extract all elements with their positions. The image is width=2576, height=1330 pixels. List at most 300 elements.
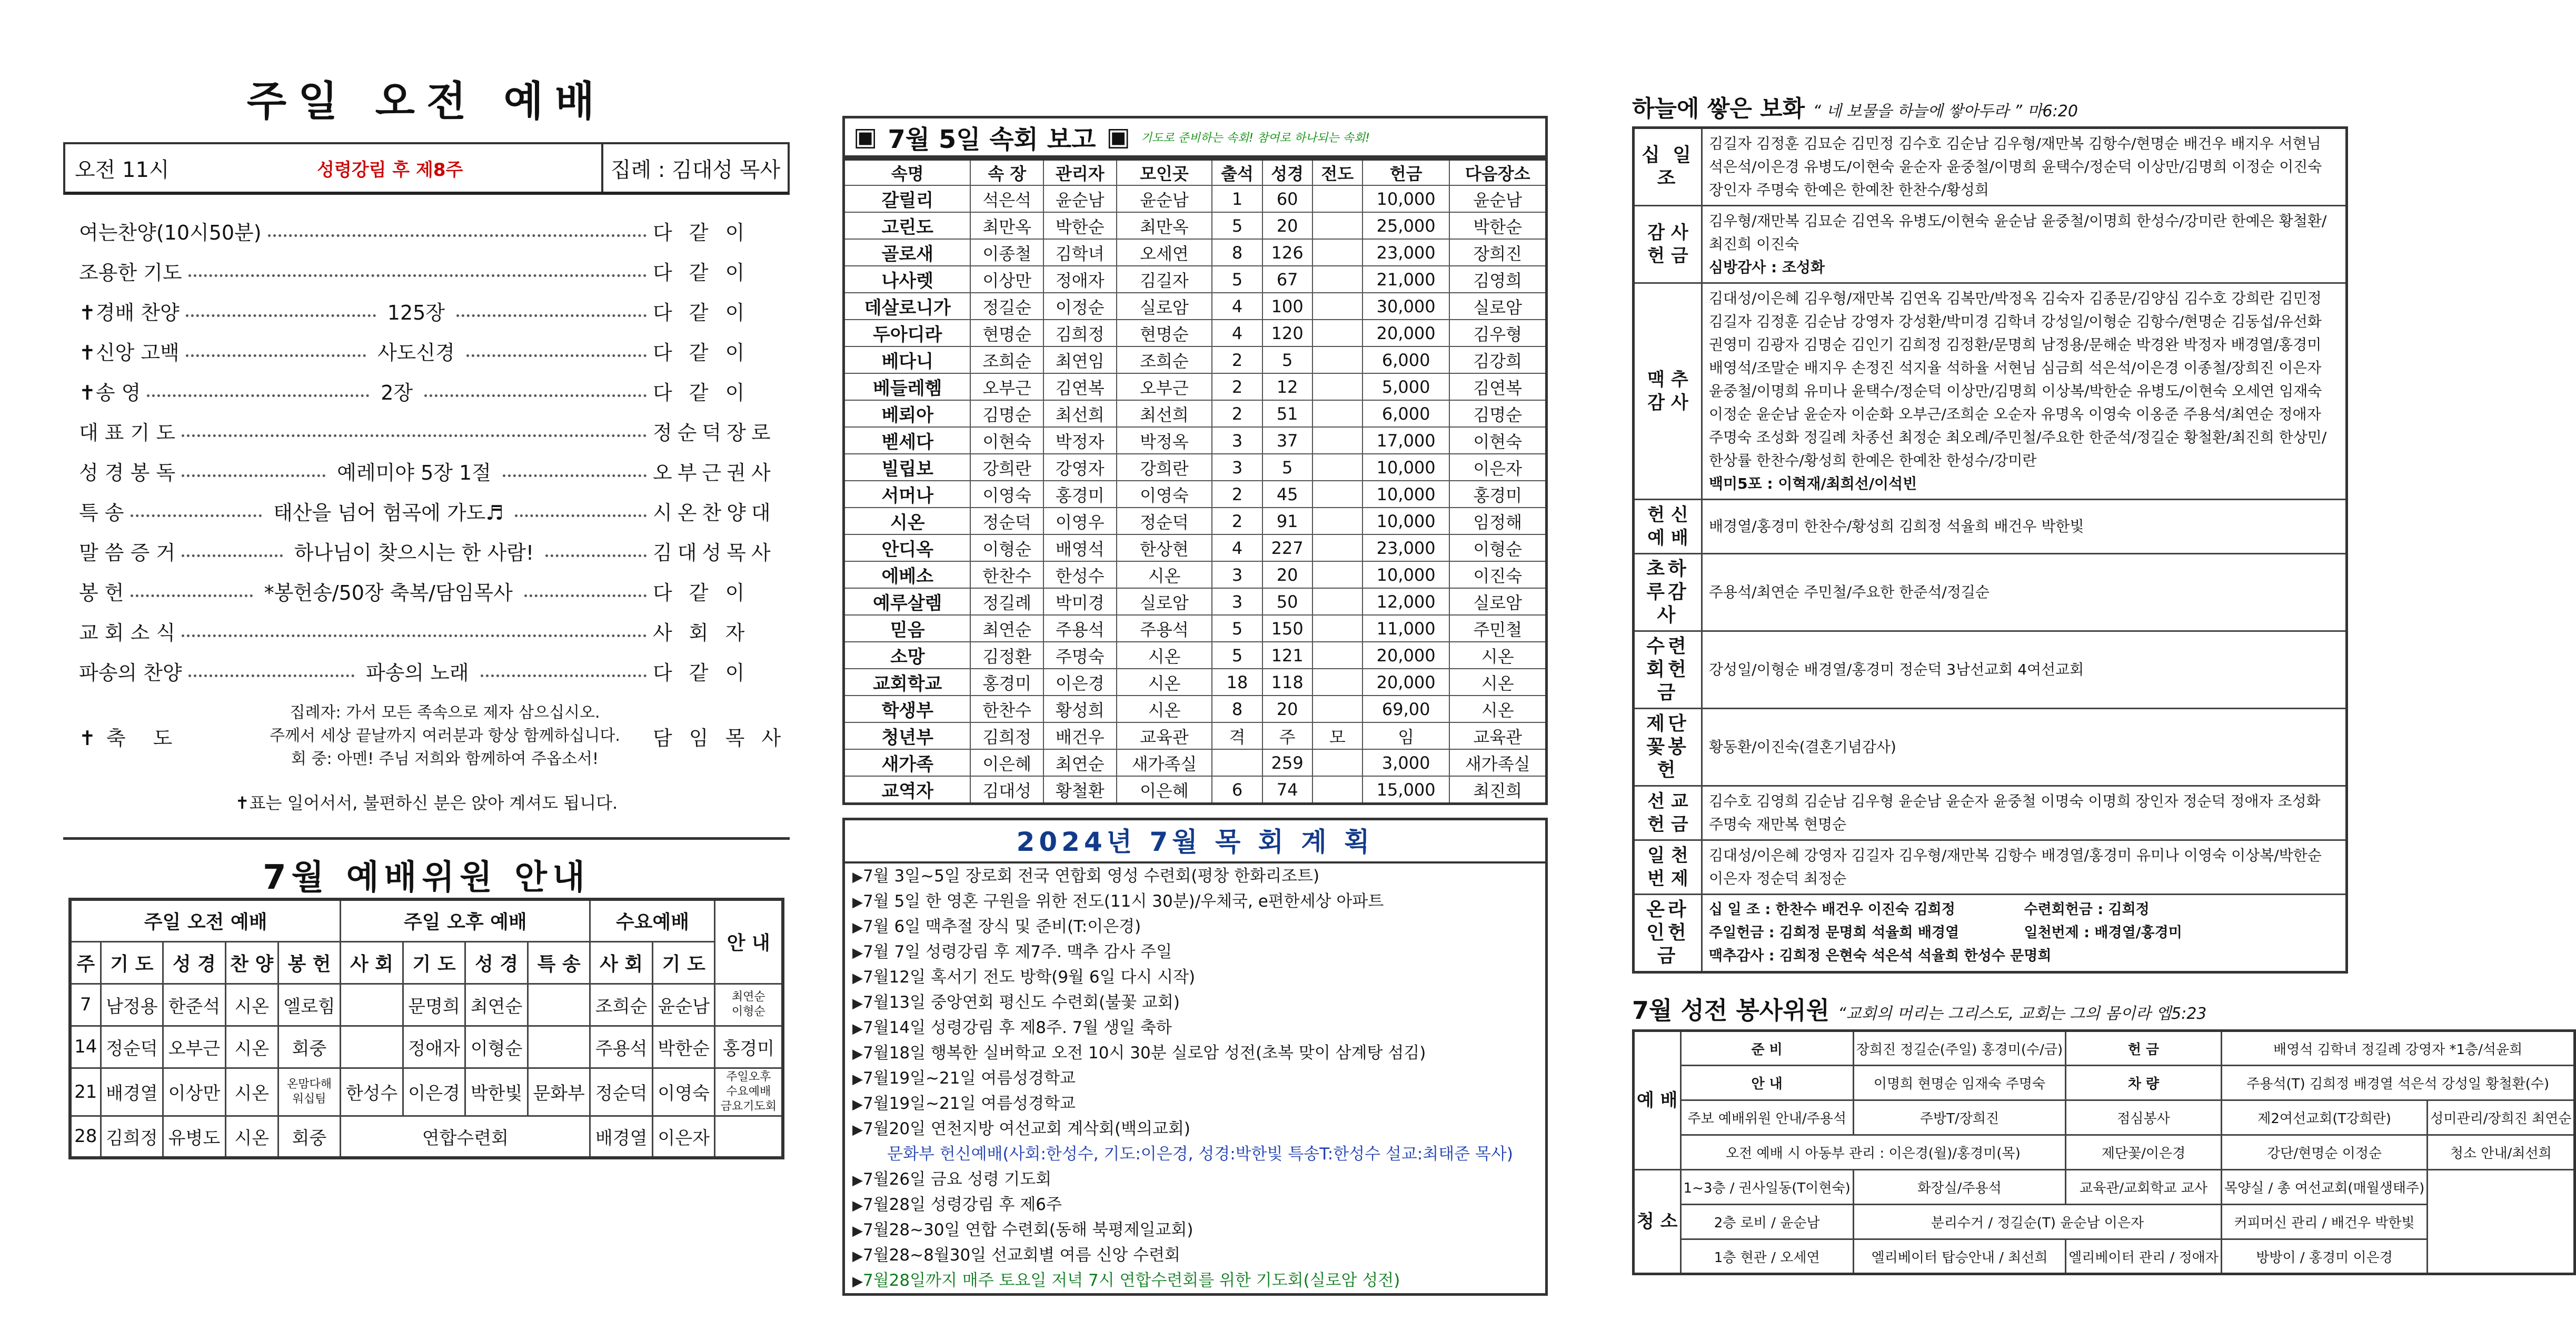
table-cell: 김강희 <box>1449 346 1546 373</box>
table-cell <box>1312 642 1362 669</box>
table-row <box>844 239 1547 266</box>
table-cell: 갈릴리 <box>844 185 971 212</box>
plan-item-highlight: 문화부 헌신예배(사회:한성수, 기도:이은경, 성경:박한빛 특송T:한성수 설교:최태준 목사) <box>887 1145 1513 1164</box>
service-row <box>1634 1066 2575 1100</box>
order-item-leader: 오부근권사 <box>653 461 776 484</box>
column-header: 헌금 <box>1362 160 1450 186</box>
table-cell: 김연복 <box>1043 373 1117 400</box>
table-cell: 20,000 <box>1362 642 1450 669</box>
order-row <box>63 371 790 411</box>
table-cell: 60 <box>1262 185 1312 212</box>
offerings-table <box>1632 126 2348 974</box>
table-cell: 격 <box>1212 722 1262 749</box>
table-cell: 한성수 <box>1043 561 1117 588</box>
table-cell: 최연순 <box>465 984 528 1026</box>
table-cell: 14 <box>70 1026 101 1068</box>
service-cell: 준 비 <box>1680 1031 1853 1066</box>
service-cell: 성미관리/장희진 최연순 <box>2428 1100 2575 1135</box>
table-cell: 100 <box>1262 293 1312 320</box>
service-cell: 헌 금 <box>2066 1031 2222 1066</box>
table-cell: 실로암 <box>1449 293 1546 320</box>
leader-dots <box>515 504 647 517</box>
table-cell: 6,000 <box>1362 400 1450 427</box>
table-cell: 이형순 <box>970 534 1043 561</box>
table-cell: 서머나 <box>844 481 971 508</box>
column-header: 기 도 <box>403 941 465 984</box>
group-header: 주일 오전 예배 <box>70 899 341 941</box>
order-row <box>63 211 790 251</box>
table-cell: 3,000 <box>1362 749 1450 776</box>
table-row <box>844 427 1547 454</box>
table-row <box>844 722 1547 749</box>
table-cell: 회중 <box>278 1116 341 1158</box>
plan-text: 7월14일 성령강림 후 제8주. 7월 생일 축하 <box>863 1018 1172 1037</box>
table-row <box>844 508 1547 534</box>
offering-category: 십 일 조 <box>1634 128 1702 206</box>
service-cell: 제단꽃/이은경 <box>2066 1135 2222 1170</box>
table-cell: 20 <box>1262 212 1312 239</box>
table-cell: 최연순 <box>1043 749 1117 776</box>
plan-item-prayer: ▶7월28일까지 매주 토요일 저녁 7시 연합수련회를 위한 기도회(실로암 성전) <box>852 1271 1400 1290</box>
table-cell: 21 <box>70 1068 101 1116</box>
table-cell: 임정해 <box>1449 508 1546 534</box>
table-cell: 11,000 <box>1362 615 1450 642</box>
table-cell: 조희순 <box>1117 346 1212 373</box>
column-header: 성 경 <box>163 941 226 984</box>
offering-category: 일 천 번 제 <box>1634 840 1702 895</box>
table-cell: 현명순 <box>1117 320 1212 346</box>
liturgical-week: 성령강림 후 제8주 <box>317 159 463 181</box>
cleaning-cell: 커피머신 관리 / 배건우 박한빛 <box>2221 1205 2427 1239</box>
table-cell: 김희정 <box>1043 320 1117 346</box>
names-text: 김우형/재만복 김묘순 김연옥 유병도/이현숙 윤순남 윤중철/이명희 한성수/강미란 한예은 황철환/최진희 이진숙 <box>1709 212 2327 253</box>
table-cell: 91 <box>1262 508 1312 534</box>
table-cell: 안디옥 <box>844 534 971 561</box>
table-cell: 23,000 <box>1362 239 1450 266</box>
table-cell: 학생부 <box>844 696 971 722</box>
column-header: 사 회 <box>341 941 403 984</box>
table-cell: 이은자 <box>1449 454 1546 481</box>
column-header: 속명 <box>844 160 971 186</box>
table-cell <box>1312 454 1362 481</box>
plan-text: 7월28일 성령강림 후 제6주 <box>863 1195 1062 1214</box>
table-cell <box>1312 615 1362 642</box>
offering-names <box>1702 631 2347 709</box>
treasure-verse: “ 네 보물을 하늘에 쌓아두라 ” 마6:20 <box>1813 102 2078 121</box>
cleaning-cell: 2층 로비 / 윤순남 <box>1680 1205 1853 1239</box>
leader-dots <box>182 424 647 437</box>
table-cell: 6,000 <box>1362 346 1450 373</box>
table-cell: 온맘다해 워십팀 <box>278 1068 341 1116</box>
table-cell: 4 <box>1212 293 1262 320</box>
offering-category: 온라인헌금 <box>1634 895 1702 972</box>
table-cell: 시온 <box>844 508 971 534</box>
table-cell: 한준석 <box>163 984 226 1026</box>
table-cell: 베다니 <box>844 346 971 373</box>
offering-category: 헌 신 예 배 <box>1634 500 1702 554</box>
table-cell: 이영우 <box>1043 508 1117 534</box>
table-cell: 20 <box>1262 696 1312 722</box>
column-header: 성경 <box>1262 160 1312 186</box>
table-cell: 두아디라 <box>844 320 971 346</box>
table-cell: 10,000 <box>1362 185 1450 212</box>
triangle-icon: ▶ <box>852 895 863 910</box>
table-cell: 문명희 <box>403 984 465 1026</box>
service-time: 오전 11시 <box>75 157 170 182</box>
column-header: 출석 <box>1212 160 1262 186</box>
table-cell <box>1312 669 1362 696</box>
table-cell: 이은경 <box>403 1068 465 1116</box>
table-cell: 이종철 <box>970 239 1043 266</box>
table-row <box>844 534 1547 561</box>
order-item-name: 말 씀 증 거 <box>79 541 176 564</box>
leader-dots <box>268 224 647 237</box>
table-cell <box>341 984 403 1026</box>
table-cell: 현명순 <box>970 320 1043 346</box>
table-cell: 믿음 <box>844 615 971 642</box>
service-cell: 주방T/장희진 <box>1853 1100 2065 1135</box>
table-row <box>844 749 1547 776</box>
table-cell: 유병도 <box>163 1116 226 1158</box>
table-cell: 모 <box>1312 722 1362 749</box>
table-row <box>844 454 1547 481</box>
table-cell: 51 <box>1262 400 1312 427</box>
table-cell <box>1312 588 1362 615</box>
table-row <box>844 588 1547 615</box>
table-cell: 회중 <box>278 1026 341 1068</box>
leader-dots <box>188 264 647 277</box>
table-cell: 74 <box>1262 776 1312 804</box>
table-cell <box>1312 776 1362 804</box>
table-cell: 조희순 <box>970 346 1043 373</box>
workers-table <box>68 898 784 1159</box>
order-row <box>63 291 790 331</box>
names-text: 배경열/홍경미 한찬수/황성희 김희정 석율희 배건우 박한빛 <box>1709 518 2084 535</box>
cleaning-cell: 1~3층 / 권사일동(T이현숙) <box>1680 1170 1853 1205</box>
offering-row <box>1634 500 2347 554</box>
table-cell: 윤순남 <box>1117 185 1212 212</box>
table-cell: 김학녀 <box>1043 239 1117 266</box>
divider <box>63 837 790 840</box>
table-cell <box>1312 293 1362 320</box>
service-cell: 점심봉사 <box>2066 1100 2222 1135</box>
group-header: 안 내 <box>715 899 783 984</box>
table-cell: 227 <box>1262 534 1312 561</box>
table-cell: 박정옥 <box>1117 427 1212 454</box>
plan-item <box>845 990 1545 1015</box>
table-cell: 이은자 <box>652 1116 715 1158</box>
table-cell: 남정용 <box>101 984 163 1026</box>
table-cell: 빌립보 <box>844 454 971 481</box>
order-item-detail: 파송의 노래 <box>366 661 469 684</box>
leader-dots <box>503 464 647 477</box>
table-cell: 데살로니가 <box>844 293 971 320</box>
table-cell: 청년부 <box>844 722 971 749</box>
table-cell: 정애자 <box>403 1026 465 1068</box>
column-header: 관리자 <box>1043 160 1117 186</box>
table-cell: 한성수 <box>341 1068 403 1116</box>
order-row <box>63 331 790 371</box>
table-cell: 이은혜 <box>1117 776 1212 804</box>
table-cell: 박미경 <box>1043 588 1117 615</box>
plan-item <box>845 1040 1545 1066</box>
plan-text: 7월 3일~5일 장로회 전국 연합회 영성 수련회(평창 한화리조트) <box>863 867 1320 886</box>
service-row <box>1634 1031 2575 1066</box>
order-item-name: ✝경배 찬양 <box>79 301 180 324</box>
order-row <box>63 571 790 611</box>
order-item-name: ✝신앙 고백 <box>79 341 180 364</box>
order-item-detail: 사도신경 <box>377 341 455 364</box>
benediction-label: ✝축 도 <box>79 726 183 750</box>
square-icon: ▣ <box>1106 122 1130 152</box>
table-cell: 28 <box>70 1116 101 1158</box>
table-cell: 엘로힘 <box>278 984 341 1026</box>
service-cell: 주용석(T) 김희정 배경열 석은석 강성일 황철환(수) <box>2221 1066 2575 1100</box>
offering-row <box>1634 128 2347 206</box>
table-cell: 시온 <box>1117 669 1212 696</box>
table-cell: 2 <box>1212 400 1262 427</box>
table-cell: 최진희 <box>1449 776 1546 804</box>
table-row <box>844 615 1547 642</box>
table-cell: 5 <box>1262 454 1312 481</box>
plan-item <box>845 889 1545 914</box>
table-cell: 12,000 <box>1362 588 1450 615</box>
table-cell <box>1312 373 1362 400</box>
table-cell: 문화부 <box>528 1068 590 1116</box>
triangle-icon: ▶ <box>852 1248 863 1264</box>
plan-item <box>845 1243 1545 1268</box>
plan-item <box>845 1217 1545 1243</box>
table-cell: 김대성 <box>970 776 1043 804</box>
table-cell: 3 <box>1212 561 1262 588</box>
table-cell: 이영숙 <box>652 1068 715 1116</box>
table-cell <box>1212 749 1262 776</box>
table-cell: 한상현 <box>1117 534 1212 561</box>
table-cell: 시온 <box>1117 561 1212 588</box>
order-item-name: 파송의 찬양 <box>79 661 182 684</box>
order-item-leader: 사 회 자 <box>653 621 750 644</box>
table-cell: 118 <box>1262 669 1312 696</box>
standing-note: ✝표는 일어서서, 불편하신 분은 앉아 계셔도 됩니다. <box>235 793 618 813</box>
cleaning-cell: 목양실 / 총 여선교회(매월생태주) <box>2221 1170 2427 1205</box>
cell-group-report-table <box>842 158 1548 805</box>
service-verse: “교회의 머리는 그리스도, 교회는 그의 몸이라 엡5:23 <box>1838 1005 2207 1023</box>
offering-names <box>1702 786 2347 840</box>
group-header: 수요예배 <box>590 899 715 941</box>
offering-row <box>1634 554 2347 631</box>
plan-item <box>845 914 1545 939</box>
table-cell: 4 <box>1212 320 1262 346</box>
table-cell: 시온 <box>1449 669 1546 696</box>
order-item-leader: 시온찬양대 <box>653 501 776 524</box>
table-cell: 배영석 <box>1043 534 1117 561</box>
workers-title: 7월 예배위원 안내 <box>263 858 590 897</box>
table-cell: 새가족 <box>844 749 971 776</box>
table-row <box>844 373 1547 400</box>
table-cell: 8 <box>1212 239 1262 266</box>
plan-text: 7월 7일 성령강림 후 제7주. 맥추 감사 주일 <box>863 942 1172 961</box>
cleaning-cell: 엘리베이터 관리 / 정애자 <box>2066 1239 2222 1274</box>
table-cell: 박한순 <box>1449 212 1546 239</box>
triangle-icon: ▶ <box>852 1223 863 1239</box>
leader-dots <box>131 504 262 517</box>
leader-dots <box>182 624 647 637</box>
table-row <box>844 293 1547 320</box>
leader-dots <box>481 664 647 677</box>
table-cell: 150 <box>1262 615 1312 642</box>
table-cell: 윤순남 <box>1449 185 1546 212</box>
table-cell: 20,000 <box>1362 669 1450 696</box>
table-cell: 주일오후 수요예배 금요기도회 <box>715 1068 783 1116</box>
offerings-column <box>1632 0 2572 1275</box>
table-cell: 베뢰아 <box>844 400 971 427</box>
table-cell: 이현숙 <box>1449 427 1546 454</box>
cleaning-cell: 분리수거 / 정길순(T) 윤순남 이은자 <box>1853 1205 2221 1239</box>
triangle-icon: ▶ <box>852 1021 863 1037</box>
table-cell: 정순덕 <box>1117 508 1212 534</box>
table-cell: 황성희 <box>1043 696 1117 722</box>
plan-item <box>845 1167 1545 1192</box>
table-cell: 45 <box>1262 481 1312 508</box>
table-cell: 정순덕 <box>101 1026 163 1068</box>
online-line: 일천번제 : 배경열/홍경미 <box>2024 925 2182 941</box>
leader-dots <box>182 464 325 477</box>
table-cell <box>1312 320 1362 346</box>
report-slogan: 기도로 준비하는 속회! 참여로 하나되는 속회! <box>1140 131 1370 145</box>
square-icon: ▣ <box>853 122 878 152</box>
table-cell: 정애자 <box>1043 266 1117 293</box>
online-line: 주일헌금 : 김희정 문명희 석율희 배경열 <box>1709 925 1960 941</box>
table-cell <box>1312 239 1362 266</box>
table-cell: 정순덕 <box>590 1068 653 1116</box>
service-cell: 이명희 현명순 임재숙 주명숙 <box>1853 1066 2065 1100</box>
table-cell: 시온 <box>225 984 278 1026</box>
table-row <box>844 185 1547 212</box>
treasure-header <box>1632 90 2348 126</box>
table-cell: 2 <box>1212 373 1262 400</box>
order-item-detail: 하나님이 찾으시는 한 사람! <box>294 541 534 564</box>
service-header <box>1632 991 2348 1029</box>
order-item-leader: 다 같 이 <box>653 261 750 284</box>
plan-item <box>845 1091 1545 1116</box>
table-cell: 교육관 <box>1117 722 1212 749</box>
column-header: 주 <box>70 941 101 984</box>
table-cell: 이현숙 <box>970 427 1043 454</box>
table-cell: 최연순 이형순 <box>715 984 783 1026</box>
table-cell: 이진숙 <box>1449 561 1546 588</box>
table-cell: 박한순 <box>1043 212 1117 239</box>
service-cell: 제2여선교회(T강희란) <box>2221 1100 2427 1135</box>
table-row <box>844 320 1547 346</box>
order-item-detail: *봉헌송/50장 축복/담임목사 <box>264 581 513 604</box>
table-cell: 조희순 <box>590 984 653 1026</box>
service-info-bar <box>63 142 790 195</box>
table-cell: 오세연 <box>1117 239 1212 266</box>
offering-category: 맥 추 감 사 <box>1634 283 1702 500</box>
table-cell: 박한순 <box>652 1026 715 1068</box>
table-cell: 이상만 <box>970 266 1043 293</box>
table-cell: 김정환 <box>970 642 1043 669</box>
table-cell: 배경열 <box>101 1068 163 1116</box>
order-item-detail: 예레미야 5장 1절 <box>337 461 491 484</box>
benediction-row <box>63 701 790 771</box>
leader-dots <box>545 544 647 557</box>
table-row <box>70 1116 783 1158</box>
plan-item <box>845 1066 1545 1091</box>
offering-names <box>1702 554 2347 631</box>
cleaning-row <box>1634 1239 2575 1274</box>
table-cell: 2 <box>1212 508 1262 534</box>
column-header: 성 경 <box>465 941 528 984</box>
cleaning-cell: 1층 현관 / 오세연 <box>1680 1239 1853 1274</box>
table-cell: 최연순 <box>970 615 1043 642</box>
offering-names <box>1702 500 2347 554</box>
plan-text: 7월26일 금요 성령 기도회 <box>863 1170 1052 1189</box>
table-cell: 교육관 <box>1449 722 1546 749</box>
table-cell: 베들레헴 <box>844 373 971 400</box>
column-header: 속 장 <box>970 160 1043 186</box>
group-header: 주일 오후 예배 <box>341 899 590 941</box>
table-cell: 실로암 <box>1449 588 1546 615</box>
order-item-leader: 다 같 이 <box>653 581 750 604</box>
leader-dots <box>186 304 376 317</box>
order-item-name: ✝송 영 <box>79 381 141 404</box>
table-row <box>844 481 1547 508</box>
triangle-icon: ▶ <box>852 945 863 961</box>
extra-text: 심방감사 : 조성화 <box>1709 259 1825 276</box>
offering-row <box>1634 895 2347 972</box>
names-text: 김대성/이은혜 김우형/재만복 김연옥 김복만/박정옥 김숙자 김종문/김양심 김수호 강희란 김민정 김길자 김정훈 김순남 강영자 강성환/박미경 김학녀 강성일/이형순 김항수/현명순 김동섭/유선화 권영미 김광자 김명순 김인기 김희정 김정환/문명희 남정용/문해순 박경완 박정자 배경열/홍경미 배영석/조말순 배지우 손정진 석지율 석하율 서현님 심금희 석은석/이은경 이종철/장희진 이은자 윤중철/이명희 유미나 윤택수/정순덕 이상만/김명희 이상복/박한순 유병도/이현숙 오세연 임재숙 이정순 윤순남 윤순자 이순화 오부근/조희순 오순자 유명옥 이영숙 이옹준 주용석/최연순 정애자 주명숙 조성화 정길례 차종선 최정순 최오례/주민철/주요한 한준석/정길순 황철환/최진희 한상민/한상률 한찬수/황성희 한예은 한예찬 한성수/강미란 <box>1709 290 2327 469</box>
table-cell: 나사렛 <box>844 266 971 293</box>
table-cell: 이은경 <box>1043 669 1117 696</box>
triangle-icon: ▶ <box>852 869 863 885</box>
table-cell: 시온 <box>1117 696 1212 722</box>
table-cell: 실로암 <box>1117 588 1212 615</box>
leader-dots <box>524 584 647 597</box>
triangle-icon: ▶ <box>852 920 863 936</box>
table-cell: 이형순 <box>465 1026 528 1068</box>
leader-dots <box>147 384 369 397</box>
order-item-leader: 다 같 이 <box>653 341 750 364</box>
table-cell: 4 <box>1212 534 1262 561</box>
column-header: 기 도 <box>652 941 715 984</box>
table-cell: 교회학교 <box>844 669 971 696</box>
table-row <box>70 984 783 1026</box>
online-line: 십 일 조 : 한찬수 배건우 이진숙 김희정 <box>1709 901 1955 918</box>
table-cell: 주 <box>1262 722 1312 749</box>
table-cell: 김연복 <box>1449 373 1546 400</box>
table-cell: 5 <box>1212 615 1262 642</box>
table-row <box>844 669 1547 696</box>
extra-text: 백미5포 : 이혁재/최희선/이석빈 <box>1709 475 1917 492</box>
cleaning-cell: 엘리베이터 탑승안내 / 최선희 <box>1853 1239 2065 1274</box>
service-cell: 장희진 정길순(주일) 홍경미(수/금) <box>1853 1031 2065 1066</box>
table-cell: 실로암 <box>1117 293 1212 320</box>
table-row <box>844 776 1547 804</box>
table-cell: 에베소 <box>844 561 971 588</box>
table-cell: 한찬수 <box>970 561 1043 588</box>
offering-names <box>1702 128 2347 206</box>
service-cell: 주보 예배위원 안내/주용석 <box>1680 1100 1853 1135</box>
table-cell: 정길례 <box>970 588 1043 615</box>
plan-text: 7월12일 혹서기 전도 방학(9월 6일 다시 시작) <box>863 968 1196 987</box>
table-cell: 3 <box>1212 427 1262 454</box>
triangle-icon: ▶ <box>852 970 863 986</box>
table-cell: 새가족실 <box>1117 749 1212 776</box>
column-header: 기 도 <box>101 941 163 984</box>
table-cell: 최만옥 <box>970 212 1043 239</box>
table-cell: 오부근 <box>970 373 1043 400</box>
